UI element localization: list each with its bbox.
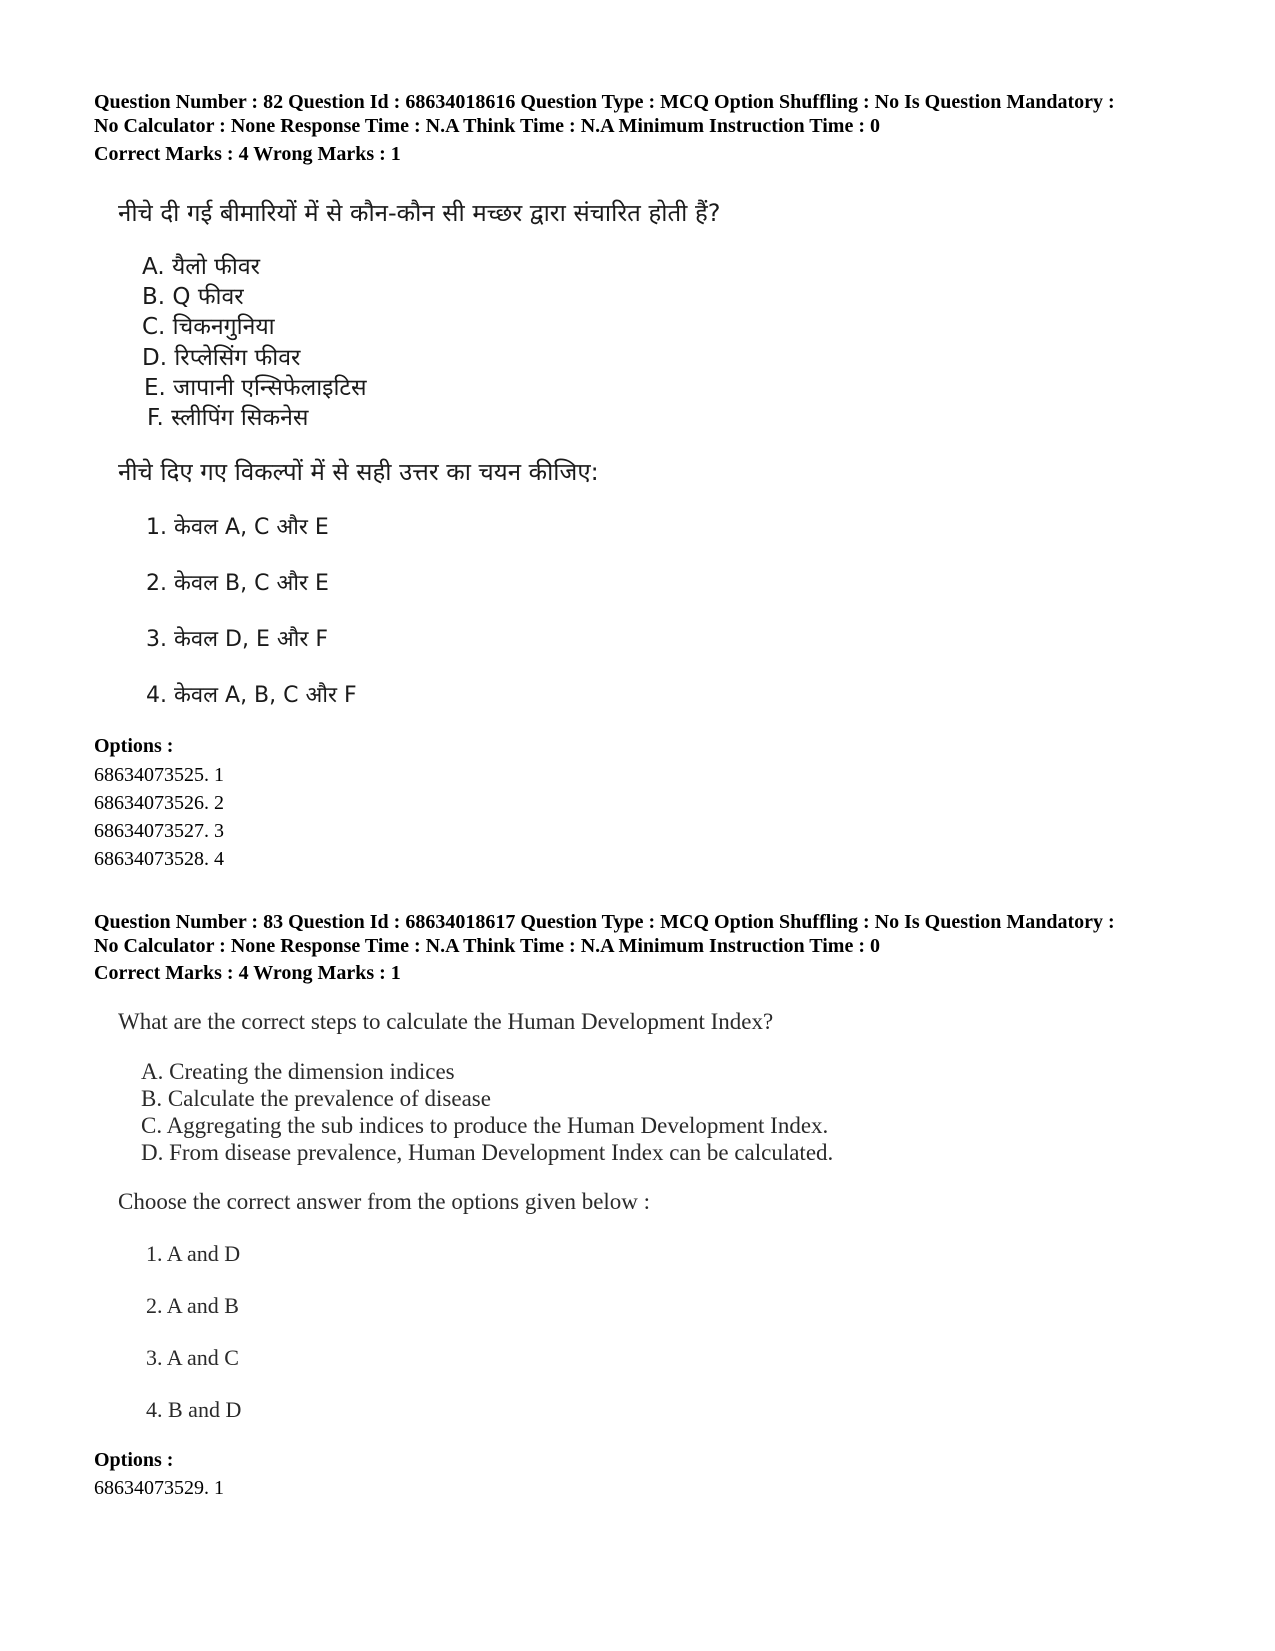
q83-choice-1: 1. A and D — [146, 1241, 241, 1266]
q82-statement-d: D. रिप्लेसिंग फीवर — [142, 345, 301, 371]
q83-choice-2: 2. A and B — [146, 1293, 239, 1318]
q82-option-row: 68634073527. 3 — [94, 820, 224, 842]
q82-choice-2: 2. केवल B, C और E — [146, 571, 329, 596]
q83-metadata — [94, 910, 1115, 958]
q82-instruction: नीचे दिए गए विकल्पों में से सही उत्तर का चयन कीजिए: — [118, 458, 599, 486]
q83-meta-line-1: Question Number : 83 Question Id : 68634018617 Question Type : MCQ Option Shuffling : No Is Question Mandatory : — [94, 911, 1115, 933]
q82-statement-c: C. चिकनगुनिया — [142, 314, 275, 340]
q83-statement-c: C. Aggregating the sub indices to produce the Human Development Index. — [141, 1113, 829, 1138]
q83-statement-a: A. Creating the dimension indices — [141, 1059, 455, 1084]
q83-option-row: 68634073529. 1 — [94, 1477, 224, 1499]
q83-choice-3: 3. A and C — [146, 1345, 239, 1370]
q82-statement-b: B. Q फीवर — [142, 284, 244, 310]
q82-statement-f: F. स्लीपिंग सिकनेस — [147, 405, 309, 431]
q82-statement-a: A. यैलो फीवर — [142, 254, 261, 280]
q83-meta-line-2: No Calculator : None Response Time : N.A Think Time : N.A Minimum Instruction Time : 0 — [94, 935, 880, 957]
q83-instruction: Choose the correct answer from the options given below : — [118, 1189, 651, 1214]
q83-statement-d: D. From disease prevalence, Human Development Index can be calculated. — [141, 1140, 834, 1165]
q82-metadata — [94, 90, 1115, 138]
q82-choice-3: 3. केवल D, E और F — [146, 627, 328, 652]
q82-marks: Correct Marks : 4 Wrong Marks : 1 — [94, 143, 401, 165]
q83-choice-4: 4. B and D — [146, 1397, 242, 1422]
q83-options-heading: Options : — [94, 1449, 174, 1471]
q82-options-heading: Options : — [94, 735, 174, 757]
q83-question-text: What are the correct steps to calculate the Human Development Index? — [118, 1009, 774, 1034]
q83-marks: Correct Marks : 4 Wrong Marks : 1 — [94, 962, 401, 984]
q82-statement-e: E. जापानी एन्सिफेलाइटिस — [144, 375, 367, 401]
q82-meta-line-2: No Calculator : None Response Time : N.A Think Time : N.A Minimum Instruction Time : 0 — [94, 115, 880, 137]
q82-option-row: 68634073525. 1 — [94, 764, 224, 786]
q82-meta-line-1: Question Number : 82 Question Id : 68634018616 Question Type : MCQ Option Shuffling : No Is Question Mandatory : — [94, 91, 1115, 113]
q82-choice-1: 1. केवल A, C और E — [146, 515, 329, 540]
q82-option-row: 68634073528. 4 — [94, 848, 224, 870]
q82-choice-4: 4. केवल A, B, C और F — [146, 683, 357, 708]
q82-question-text: नीचे दी गई बीमारियों में से कौन-कौन सी मच्छर द्वारा संचारित होती हैं? — [118, 199, 721, 227]
q82-option-row: 68634073526. 2 — [94, 792, 224, 814]
q83-statement-b: B. Calculate the prevalence of disease — [141, 1086, 491, 1111]
